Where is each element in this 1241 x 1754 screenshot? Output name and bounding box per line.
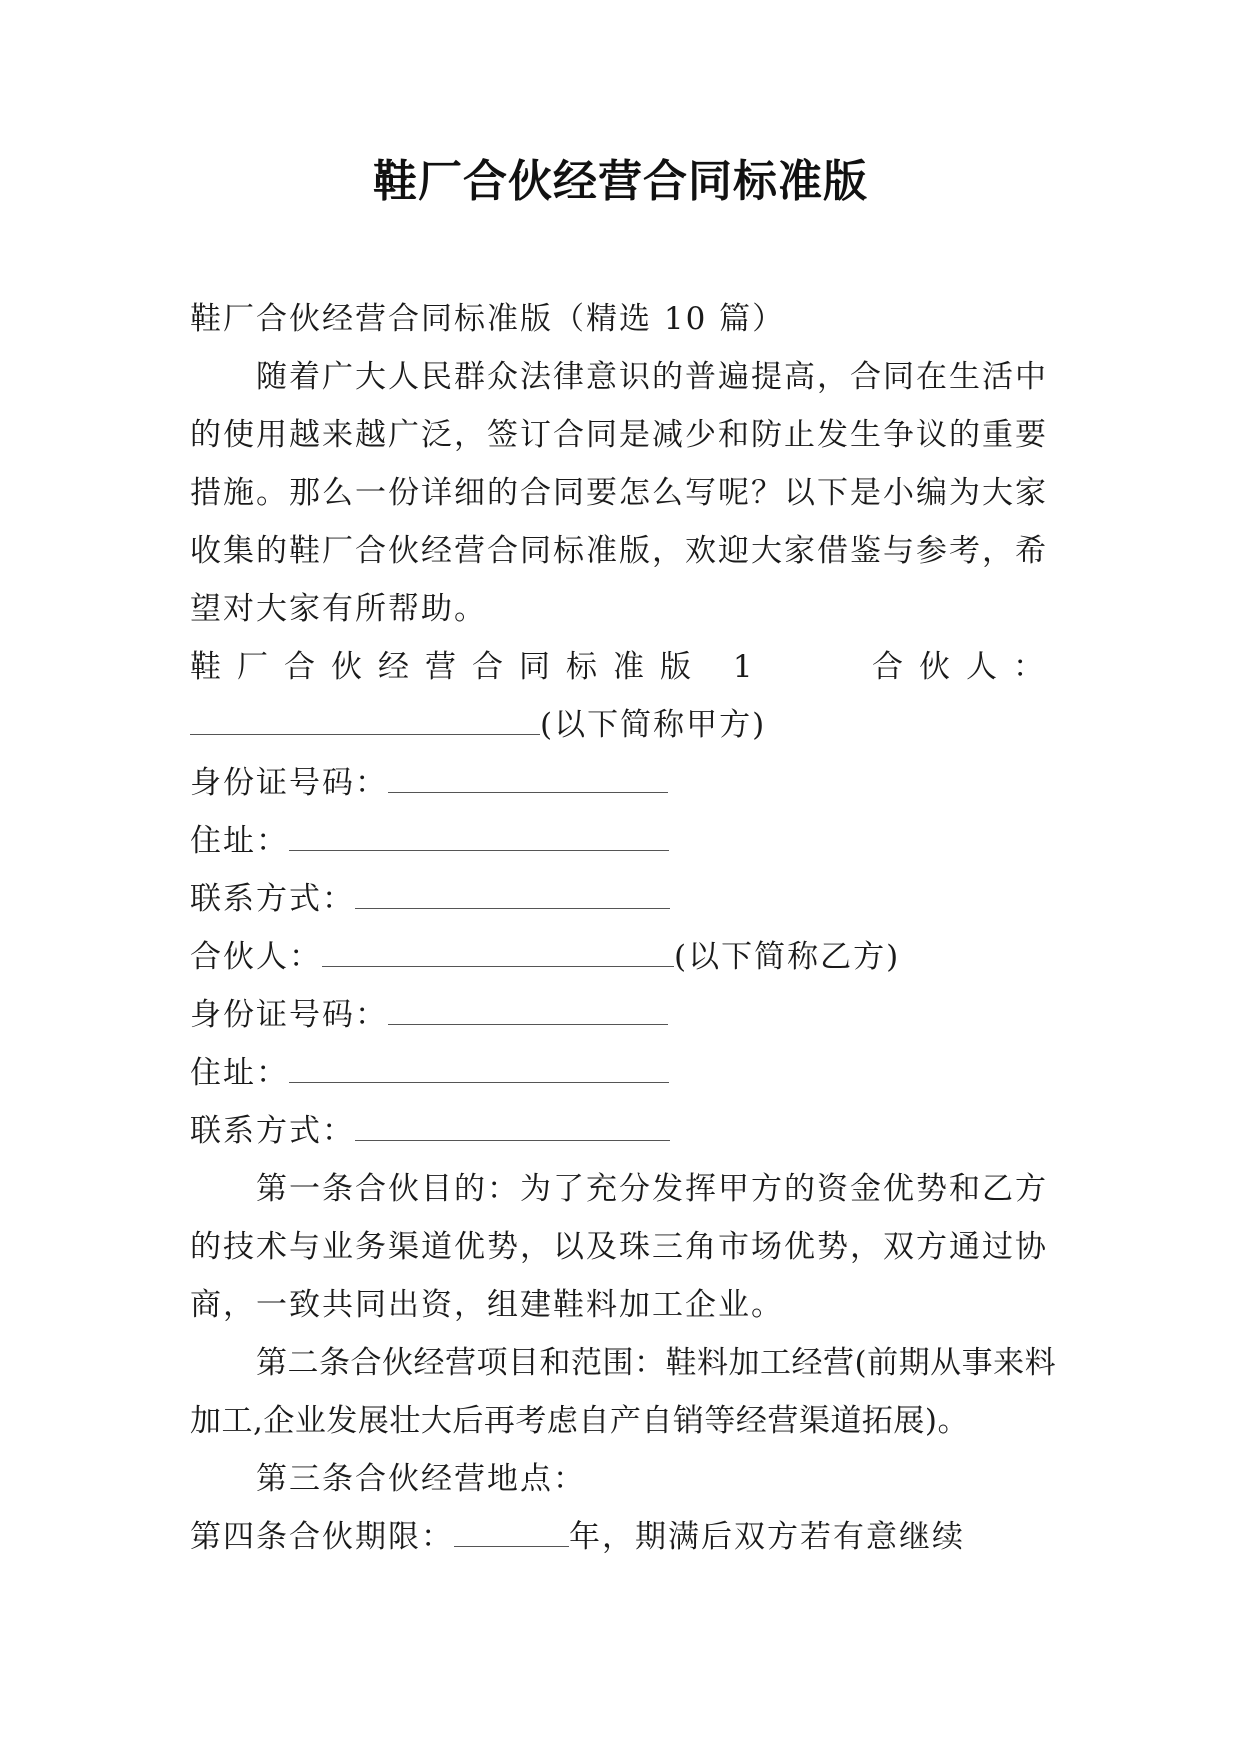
id-label: 身份证号码： — [190, 765, 388, 801]
party-b-contact-field — [190, 1102, 1060, 1160]
party-a-suffix: (以下简称甲方) — [540, 707, 767, 743]
party-b-suffix: (以下简称乙方) — [674, 939, 901, 975]
party-a-contact-field — [190, 870, 1060, 928]
id-label: 身份证号码： — [190, 997, 388, 1033]
partner-a-blank[interactable] — [190, 702, 540, 735]
document-body — [190, 290, 1060, 1566]
document-title: 鞋厂合伙经营合同标准版 — [373, 156, 868, 207]
id-blank[interactable] — [388, 760, 668, 793]
address-label: 住址： — [190, 823, 289, 859]
article-4-prefix: 第四条合伙期限： — [190, 1519, 454, 1555]
article-4-suffix: 年，期满后双方若有意继续 — [569, 1519, 965, 1555]
address-label: 住址： — [190, 1055, 289, 1091]
contact-blank[interactable] — [355, 876, 670, 909]
article-1: 第一条合伙目的：为了充分发挥甲方的资金优势和乙方的技术与业务渠道优势，以及珠三角市场优势，双方通过协商，一致共同出资，组建鞋料加工企业。 — [190, 1171, 1048, 1323]
party-a-id-field — [190, 754, 1060, 812]
address-blank[interactable] — [289, 818, 669, 851]
party-b-partner-field — [190, 928, 1060, 986]
id-blank[interactable] — [388, 992, 668, 1025]
party-a-line — [190, 696, 1060, 754]
section1-heading-line — [190, 638, 1060, 696]
partner-a-label: 合伙人： — [872, 649, 1060, 685]
years-blank[interactable] — [454, 1514, 569, 1547]
article-4 — [190, 1508, 1060, 1566]
contact-label: 联系方式： — [190, 881, 355, 917]
contact-label: 联系方式： — [190, 1113, 355, 1149]
party-a-address-field — [190, 812, 1060, 870]
document-subtitle: 鞋厂合伙经营合同标准版（精选 10 篇） — [190, 301, 786, 337]
party-b-id-field — [190, 986, 1060, 1044]
partner-b-blank[interactable] — [322, 934, 674, 967]
partner-b-label: 合伙人： — [190, 939, 322, 975]
article-3: 第三条合伙经营地点： — [256, 1461, 586, 1497]
contact-blank[interactable] — [355, 1108, 670, 1141]
article-2: 第二条合伙经营项目和范围：鞋料加工经营(前期从事来料加工,企业发展壮大后再考虑自产自销等经营渠道拓展)。 — [190, 1345, 1057, 1439]
intro-paragraph: 随着广大人民群众法律意识的普遍提高，合同在生活中的使用越来越广泛，签订合同是减少和防止发生争议的重要措施。那么一份详细的合同要怎么写呢？以下是小编为大家收集的鞋厂合伙经营合同标准版，欢迎大家借鉴与参考，希望对大家有所帮助。 — [190, 359, 1048, 627]
section1-heading: 鞋厂合伙经营合同标准版 1 — [190, 649, 769, 685]
address-blank[interactable] — [289, 1050, 669, 1083]
party-b-address-field — [190, 1044, 1060, 1102]
